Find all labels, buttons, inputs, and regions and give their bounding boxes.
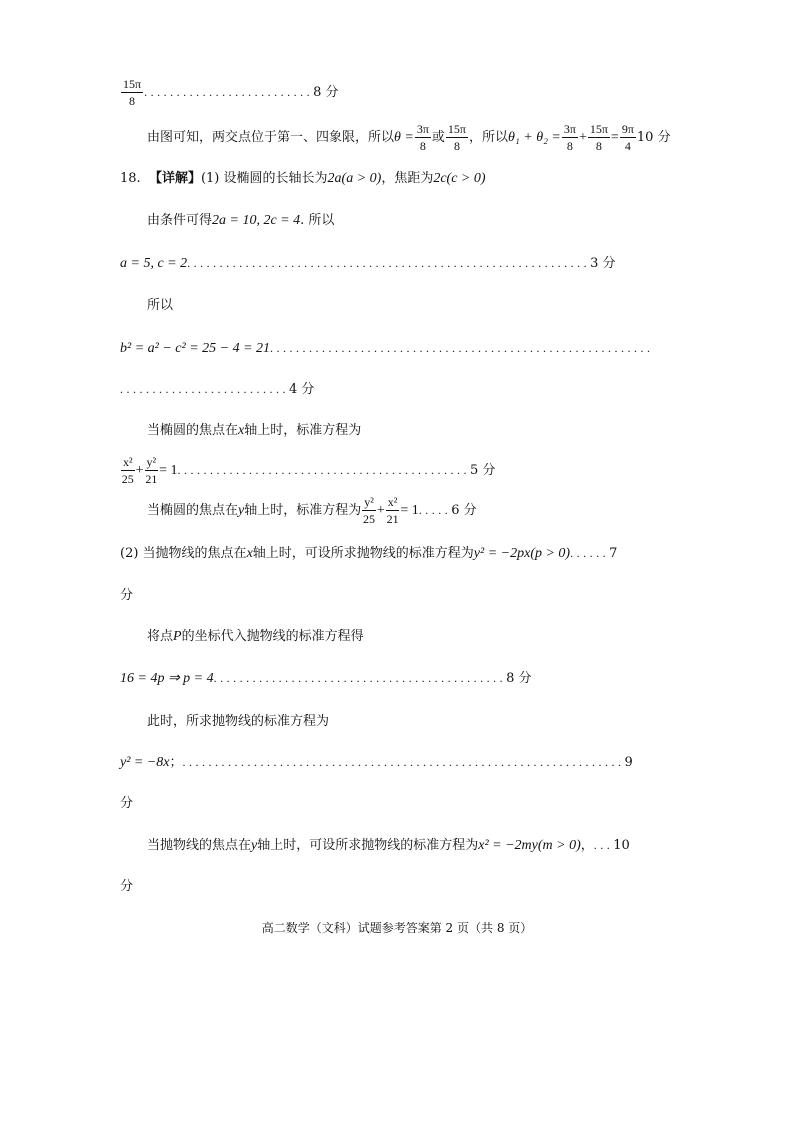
math-expression: θ₁ + θ₂ = [508, 130, 561, 145]
math-expression: b² = a² − c² = 25 − 4 = 21 [120, 341, 271, 356]
operator: + [376, 503, 385, 518]
score: 3 分 [590, 256, 616, 271]
leader-dots: ............................................. [177, 463, 471, 477]
score-unit: 分 [120, 588, 134, 603]
math-expression: = 1 [400, 503, 419, 518]
variable: y [251, 838, 258, 853]
math-expression: x² = −2my(m > 0) [478, 838, 581, 853]
leader-dots: ... [593, 838, 614, 852]
score: 4 分 [289, 382, 315, 397]
fraction: $\frac{3\pi}{8}$ [563, 122, 576, 153]
fraction: $\frac{\text{x²}}{25}$ [121, 455, 134, 486]
text: 将点 [147, 629, 174, 644]
leader-dots: ........................................................... [270, 341, 654, 355]
score: 5 分 [470, 463, 496, 478]
fraction: $\frac{\text{y²}}{25}$ [363, 495, 376, 526]
fraction: $\frac{15\pi}{8}$ [589, 122, 608, 153]
text: 或 [431, 130, 445, 145]
text: ； [169, 755, 183, 770]
fraction: $\frac{\text{x²}}{21}$ [386, 495, 399, 526]
math-expression: θ = [394, 130, 414, 145]
leader-dots: .............................................................. [187, 256, 591, 270]
text: ， [580, 838, 594, 853]
math-expression: 2a = 10, 2c = 4 [212, 213, 301, 228]
text: ，焦距为 [381, 171, 434, 186]
leader-dots: .......................... [120, 382, 289, 396]
text: 所以 [147, 298, 174, 313]
text: . 所以 [300, 213, 335, 228]
leader-dots: ...... [570, 546, 610, 560]
condition-line [147, 214, 334, 228]
math-expression: y² = −2px(p > 0) [473, 546, 571, 561]
text: 此时，所求抛物线的标准方程为 [147, 714, 330, 729]
math-expression: 16 = 4p ⇒ p = 4 [120, 671, 214, 686]
score: 8 分 [313, 85, 339, 100]
leader-dots: ..... [418, 503, 452, 517]
variable: y [238, 503, 245, 518]
fraction: $\frac{\text{y²}}{21}$ [145, 455, 158, 486]
operator: = [610, 130, 619, 145]
footer-text: 高二数学（文科）试题参考答案第 2 页（共 8 页） [261, 921, 533, 935]
leader-dots: .................................................................... [182, 755, 625, 769]
answer-line-p [120, 672, 532, 686]
ellipse-equation-x [120, 456, 495, 485]
score: 8 分 [506, 671, 532, 686]
text: 轴上时，标准方程为 [244, 503, 362, 518]
score: 9 [624, 755, 633, 770]
answer-line-parabola-y [147, 839, 630, 853]
math-expression: = 1 [159, 463, 178, 478]
score: 7 [609, 546, 618, 561]
ellipse-equation-y [147, 496, 477, 525]
question-number: 18. [120, 171, 141, 186]
text-line [147, 630, 364, 644]
solution-tag: 【详解】 [148, 171, 201, 186]
text: 轴上时，可设所求抛物线的标准方程为 [257, 838, 479, 853]
score: 6 分 [451, 503, 477, 518]
part-2-line-continued [120, 589, 133, 602]
text: 轴上时，可设所求抛物线的标准方程为 [252, 546, 474, 561]
text: 由图可知，两交点位于第一、四象限，所以 [147, 130, 395, 145]
math-expression: y² = −8x [120, 755, 170, 770]
text: 当椭圆的焦点在 [147, 503, 239, 518]
text: 的坐标代入抛物线的标准方程得 [181, 629, 364, 644]
page-footer [0, 922, 794, 934]
answer-line-parabola-x [120, 756, 633, 770]
math-expression: a = 5, c = 2 [120, 256, 188, 271]
score: 10 [613, 838, 630, 853]
text: 当椭圆的焦点在 [147, 423, 239, 438]
answer-line-b2-continued [120, 383, 314, 396]
score-unit: 分 [120, 879, 134, 894]
question-18-header [120, 172, 486, 186]
text: (1) 设椭圆的长轴长为 [200, 171, 328, 186]
text: ，所以 [468, 130, 508, 145]
math-expression: 2c(c > 0) [433, 171, 486, 186]
answer-line-2 [147, 123, 671, 152]
answer-line-parabola-x-continued [120, 797, 133, 810]
fraction: $\frac{15\pi}{8}$ [123, 77, 142, 108]
text-line [147, 424, 361, 438]
variable: x [238, 423, 245, 438]
text: 轴上时，标准方程为 [244, 423, 362, 438]
fraction: $\frac{3\pi}{8}$ [416, 122, 429, 153]
answer-line-1 [120, 78, 338, 107]
text-line [147, 715, 329, 728]
leader-dots: .......................... [144, 85, 314, 99]
fraction: $\frac{15\pi}{8}$ [447, 122, 466, 153]
score: 10 分 [636, 130, 671, 145]
variable: P [173, 629, 182, 644]
text: 当抛物线的焦点在 [147, 838, 252, 853]
score-unit: 分 [120, 796, 134, 811]
text: 由条件可得 [147, 213, 213, 228]
variable: x [246, 546, 253, 561]
text: (2) 当抛物线的焦点在 [120, 546, 247, 561]
math-expression: 2a(a > 0) [327, 171, 382, 186]
part-2-line [120, 547, 617, 561]
text-line [147, 299, 173, 312]
answer-line-ac [120, 257, 616, 271]
operator: + [578, 130, 587, 145]
leader-dots: ............................................. [213, 671, 507, 685]
fraction: $\frac{9\pi}{4}$ [621, 122, 634, 153]
answer-line-parabola-y-continued [120, 880, 133, 893]
operator: + [135, 463, 144, 478]
answer-line-b2 [120, 342, 654, 356]
